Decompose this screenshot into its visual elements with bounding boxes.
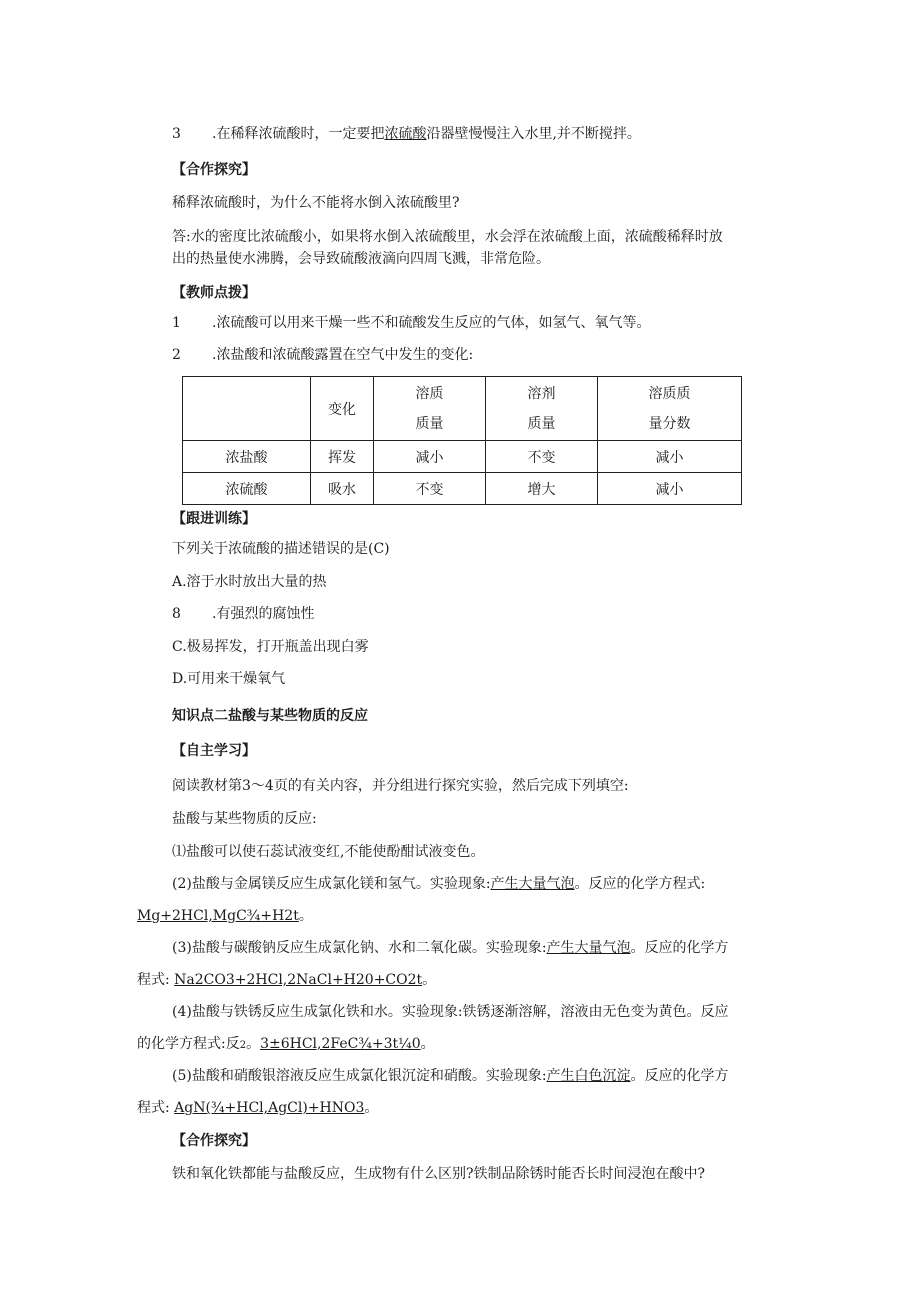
- table-cell: 减小: [374, 441, 486, 473]
- tip-1: 1 .浓硫酸可以用来干燥一些不和硫酸发生反应的气体，如氢气、氧气等。: [172, 315, 651, 331]
- table-cell: 浓盐酸: [183, 441, 311, 473]
- reaction-2: (2)盐酸与金属镁反应生成氯化镁和氢气。实验现象:产生大量气泡。反应的化学方程式:: [172, 876, 706, 892]
- option-b: 8 .有强烈的腐蚀性: [172, 606, 315, 622]
- knowledge-point-2-title: 知识点二盐酸与某些物质的反应: [172, 708, 368, 724]
- reactions-title: 盐酸与某些物质的反应:: [172, 811, 317, 827]
- heading-self-study: 【自主学习】: [172, 743, 256, 759]
- table-cell: 吸水: [311, 473, 374, 505]
- option-a: A.溶于水时放出大量的热: [172, 574, 327, 590]
- table-cell: 挥发: [311, 441, 374, 473]
- table-cell: 减小: [598, 473, 742, 505]
- table-cell: 减小: [598, 441, 742, 473]
- question-sulfuric-acid: 下列关于浓硫酸的描述错误的是(C): [172, 541, 390, 557]
- table-row: [183, 441, 742, 473]
- reaction-4-equation: 的化学方程式:反2。3±6HCl,2FeC¾+3t¼0。: [137, 1036, 435, 1052]
- table-header-solvent-mass: 溶剂 质量: [486, 377, 598, 441]
- reaction-3-equation: 程式: Na2CO3+2HCl,2NaCl+H20+CO2t。: [137, 972, 437, 988]
- table-cell: 不变: [486, 441, 598, 473]
- table-header-solute-mass: 溶质 质量: [374, 377, 486, 441]
- option-d: D.可用来干燥氧气: [172, 671, 286, 687]
- tip-2: 2 .浓盐酸和浓硫酸露置在空气中发生的变化:: [172, 347, 474, 363]
- acid-exposure-table: [182, 376, 742, 505]
- reaction-4: (4)盐酸与铁锈反应生成氯化铁和水。实验现象:铁锈逐渐溶解，溶液由无色变为黄色。反应: [172, 1004, 729, 1020]
- table-header-empty: [183, 377, 311, 441]
- option-c: C.极易挥发，打开瓶盖出现白雾: [172, 639, 369, 655]
- table-header-row: [183, 377, 742, 441]
- heading-teacher-tips: 【教师点拨】: [172, 285, 256, 301]
- table-cell: 不变: [374, 473, 486, 505]
- reaction-3: (3)盐酸与碳酸钠反应生成氯化钠、水和二氧化碳。实验现象:产生大量气泡。反应的化学方: [172, 940, 729, 956]
- reaction-5-equation: 程式: AgN(¾+HCl,AgCl)+HNO3。: [137, 1100, 379, 1116]
- line-dilute-rule: 3 .在稀释浓硫酸时，一定要把浓硫酸沿器壁慢慢注入水里,并不断搅拌。: [172, 126, 641, 142]
- heading-cooperative-inquiry-2: 【合作探究】: [172, 1133, 256, 1149]
- answer-line-2: 出的热量使水沸腾，会导致硫酸液滴向四周飞溅，非常危险。: [172, 251, 550, 267]
- heading-follow-up-training: 【跟进训练】: [172, 511, 256, 527]
- table-row: [183, 473, 742, 505]
- table-cell: 浓硫酸: [183, 473, 311, 505]
- answer-line-1: 答:水的密度比浓硫酸小，如果将水倒入浓硫酸里，水会浮在浓硫酸上面，浓硫酸稀释时放: [172, 229, 723, 245]
- table-cell: 增大: [486, 473, 598, 505]
- question-dilute: 稀释浓硫酸时，为什么不能将水倒入浓硫酸里?: [172, 195, 460, 211]
- table-header-change: 变化: [311, 377, 374, 441]
- reaction-1: ⑴盐酸可以使石蕊试液变红,不能使酚酣试液变色。: [172, 844, 485, 860]
- reaction-5: (5)盐酸和硝酸银溶液反应生成氯化银沉淀和硝酸。实验现象:产生白色沉淀。反应的化学方: [172, 1068, 729, 1084]
- question-iron-rust: 铁和氧化铁都能与盐酸反应，生成物有什么区别?铁制品除锈时能否长时间浸泡在酸中?: [172, 1166, 706, 1182]
- heading-cooperative-inquiry: 【合作探究】: [172, 162, 256, 178]
- reaction-2-equation: Mg+2HCl,MgC¾+H2t。: [137, 908, 313, 924]
- reading-instruction: 阅读教材第3～4页的有关内容，并分组进行探究实验，然后完成下列填空:: [172, 778, 629, 794]
- table-header-mass-fraction: 溶质质 量分数: [598, 377, 742, 441]
